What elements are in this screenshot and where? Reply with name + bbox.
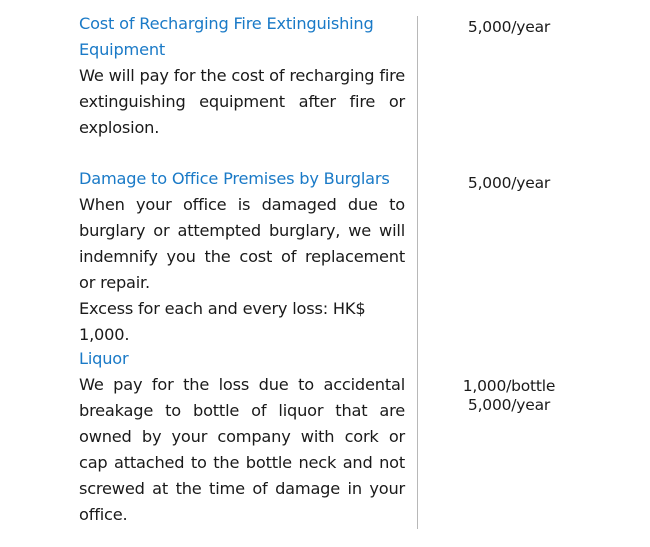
section-heading: Cost of Recharging Fire Extinguishing Equipment [79, 14, 374, 59]
section-description: We pay for the loss due to accidental breakage to bottle of liquor that are owned by your company with cork or cap attached to the bottle neck and not screwed at the time of damage in your office. [79, 375, 405, 524]
section-heading: Damage to Office Premises by Burglars [79, 169, 390, 188]
limit-cell-burglary-damage [418, 174, 600, 193]
excess-note: Excess for each and every loss: HK$ 1,000. [79, 299, 366, 344]
column-divider [417, 16, 418, 529]
section-description: We will pay for the cost of recharging fire extinguishing equipment after fire or explosion. [79, 66, 405, 137]
section-liquor [79, 346, 405, 528]
limit-cell-liquor [418, 377, 600, 415]
limit-cell-fire-extinguishing [418, 18, 600, 37]
section-heading: Liquor [79, 349, 129, 368]
section-description: When your office is damaged due to burglary or attempted burglary, we will indemnify you the cost of replacement or repair. [79, 195, 405, 292]
limit-value-per-year: 5,000/year [467, 396, 551, 414]
limit-value: 5,000/year [467, 174, 551, 192]
section-burglary-damage [79, 166, 405, 348]
limit-value: 5,000/year [467, 18, 551, 36]
limit-value-per-bottle: 1,000/bottle [462, 377, 556, 395]
section-fire-extinguishing [79, 11, 405, 141]
